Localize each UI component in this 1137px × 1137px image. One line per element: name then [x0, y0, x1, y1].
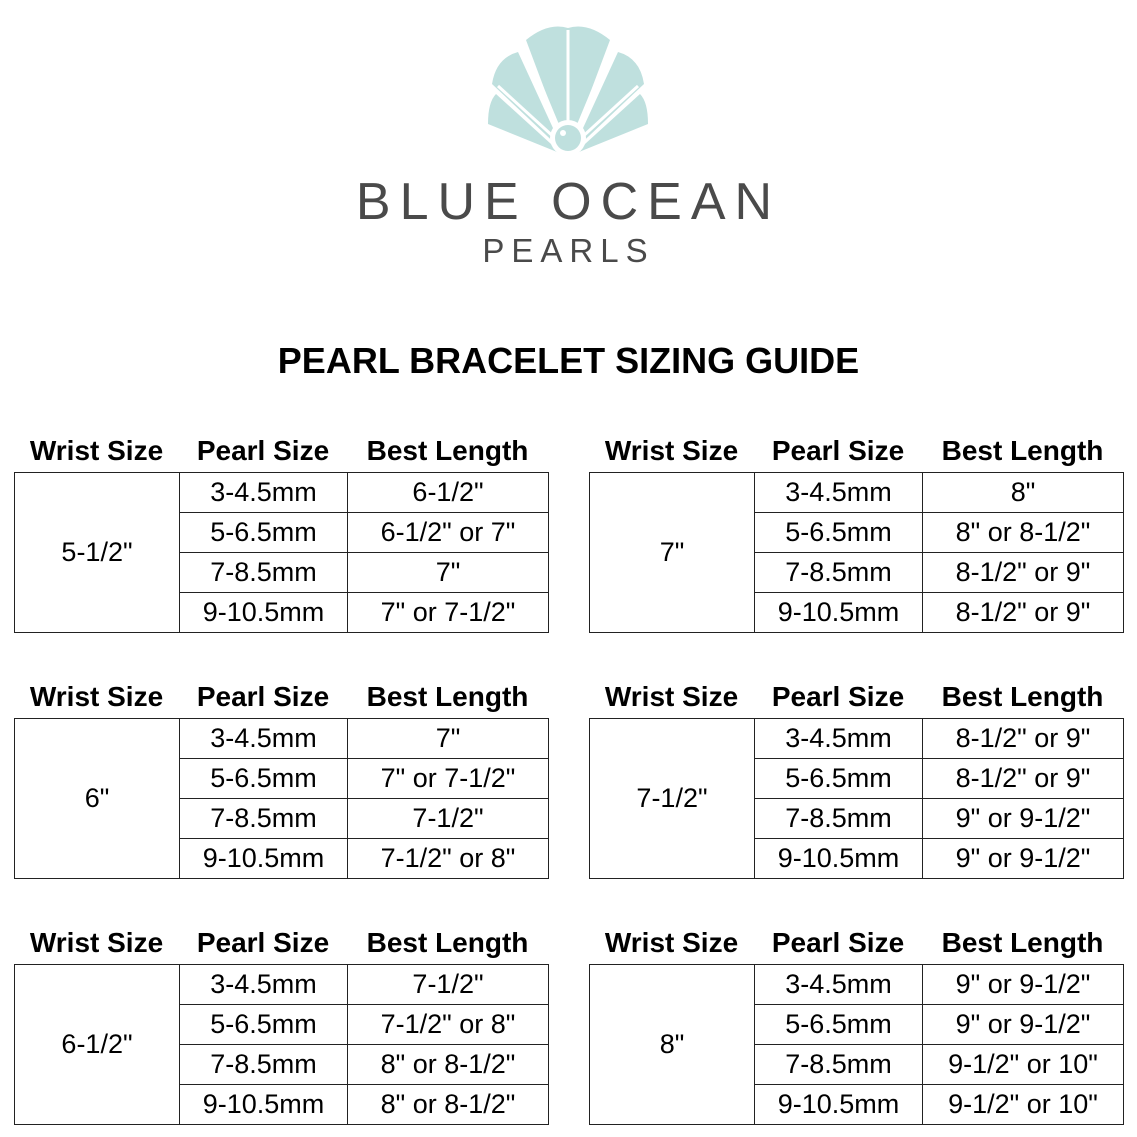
header-best-length: Best Length — [366, 435, 529, 466]
best-length-cell: 8-1/2" or 9" — [923, 553, 1124, 593]
header-pearl-size: Pearl Size — [771, 681, 905, 712]
header-wrist-size: Wrist Size — [604, 435, 739, 466]
best-length-cell: 7" or 7-1/2" — [348, 593, 549, 633]
pearl-size-cell: 9-10.5mm — [755, 593, 923, 633]
pearl-size-cell: 9-10.5mm — [180, 839, 348, 879]
header-wrist-size: Wrist Size — [604, 681, 739, 712]
table-header — [14, 919, 548, 959]
wrist-size-cell: 5-1/2" — [15, 473, 180, 633]
wrist-size-cell: 6" — [15, 719, 180, 879]
wrist-size-cell: 7" — [590, 473, 755, 633]
best-length-cell: 9" or 9-1/2" — [923, 1005, 1124, 1045]
pearl-size-cell: 9-10.5mm — [755, 1085, 923, 1125]
table-row — [15, 719, 549, 759]
pearl-size-cell: 9-10.5mm — [755, 839, 923, 879]
pearl-size-cell: 5-6.5mm — [180, 513, 348, 553]
header-wrist-size: Wrist Size — [29, 681, 164, 712]
pearl-size-cell: 5-6.5mm — [180, 1005, 348, 1045]
wrist-size-cell: 7-1/2" — [590, 719, 755, 879]
best-length-cell: 7" or 7-1/2" — [348, 759, 549, 799]
table-header — [589, 427, 1123, 467]
sizing-table-block — [14, 919, 548, 1125]
best-length-cell: 9-1/2" or 10" — [923, 1045, 1124, 1085]
best-length-cell: 8" or 8-1/2" — [923, 513, 1124, 553]
header-best-length: Best Length — [941, 681, 1104, 712]
sizing-table-block — [589, 673, 1123, 879]
sizing-table — [589, 718, 1124, 879]
shell-pearl-icon — [488, 22, 648, 162]
header-pearl-size: Pearl Size — [196, 927, 330, 958]
best-length-cell: 9" or 9-1/2" — [923, 799, 1124, 839]
header-best-length: Best Length — [366, 681, 529, 712]
header-wrist-size: Wrist Size — [29, 927, 164, 958]
best-length-cell: 8" — [923, 473, 1124, 513]
table-header — [589, 673, 1123, 713]
pearl-size-cell: 5-6.5mm — [180, 759, 348, 799]
best-length-cell: 7-1/2" or 8" — [348, 839, 549, 879]
header-pearl-size: Pearl Size — [771, 435, 905, 466]
header-pearl-size: Pearl Size — [771, 927, 905, 958]
pearl-size-cell: 3-4.5mm — [180, 965, 348, 1005]
best-length-cell: 9-1/2" or 10" — [923, 1085, 1124, 1125]
pearl-size-cell: 3-4.5mm — [755, 965, 923, 1005]
pearl-size-cell: 3-4.5mm — [755, 473, 923, 513]
brand-name: BLUE OCEAN — [355, 173, 782, 231]
pearl-size-cell: 7-8.5mm — [180, 553, 348, 593]
header-best-length: Best Length — [941, 927, 1104, 958]
pearl-size-cell: 7-8.5mm — [755, 1045, 923, 1085]
pearl-size-cell: 5-6.5mm — [755, 759, 923, 799]
pearl-size-cell: 5-6.5mm — [755, 513, 923, 553]
table-row — [590, 965, 1124, 1005]
best-length-cell: 8-1/2" or 9" — [923, 719, 1124, 759]
best-length-cell: 8-1/2" or 9" — [923, 759, 1124, 799]
table-row — [15, 473, 549, 513]
header-pearl-size: Pearl Size — [196, 435, 330, 466]
table-row — [590, 719, 1124, 759]
pearl-size-cell: 7-8.5mm — [180, 1045, 348, 1085]
wrist-size-cell: 8" — [590, 965, 755, 1125]
best-length-cell: 8-1/2" or 9" — [923, 593, 1124, 633]
sizing-table-block — [14, 427, 548, 633]
pearl-size-cell: 5-6.5mm — [755, 1005, 923, 1045]
brand-subname: PEARLS — [482, 232, 655, 269]
wrist-size-cell: 6-1/2" — [15, 965, 180, 1125]
best-length-cell: 7-1/2" — [348, 965, 549, 1005]
pearl-size-cell: 7-8.5mm — [180, 799, 348, 839]
table-header — [14, 427, 548, 467]
best-length-cell: 7-1/2" — [348, 799, 549, 839]
table-row — [15, 965, 549, 1005]
sizing-table — [589, 964, 1124, 1125]
header-wrist-size: Wrist Size — [604, 927, 739, 958]
pearl-size-cell: 7-8.5mm — [755, 553, 923, 593]
sizing-table-block — [589, 427, 1123, 633]
header-best-length: Best Length — [366, 927, 529, 958]
pearl-size-cell: 3-4.5mm — [755, 719, 923, 759]
pearl-size-cell: 3-4.5mm — [180, 719, 348, 759]
sizing-table-block — [589, 919, 1123, 1125]
best-length-cell: 8" or 8-1/2" — [348, 1045, 549, 1085]
table-header — [14, 673, 548, 713]
header-wrist-size: Wrist Size — [29, 435, 164, 466]
header-pearl-size: Pearl Size — [196, 681, 330, 712]
sizing-table — [14, 718, 549, 879]
table-row — [590, 473, 1124, 513]
sizing-table-block — [14, 673, 548, 879]
best-length-cell: 6-1/2" or 7" — [348, 513, 549, 553]
page-title: PEARL BRACELET SIZING GUIDE — [277, 340, 860, 381]
header-best-length: Best Length — [941, 435, 1104, 466]
pearl-size-cell: 9-10.5mm — [180, 1085, 348, 1125]
best-length-cell: 7" — [348, 553, 549, 593]
pearl-size-cell: 9-10.5mm — [180, 593, 348, 633]
sizing-table — [14, 472, 549, 633]
best-length-cell: 6-1/2" — [348, 473, 549, 513]
best-length-cell: 9" or 9-1/2" — [923, 839, 1124, 879]
best-length-cell: 8" or 8-1/2" — [348, 1085, 549, 1125]
table-header — [589, 919, 1123, 959]
best-length-cell: 7-1/2" or 8" — [348, 1005, 549, 1045]
sizing-table — [589, 472, 1124, 633]
pearl-size-cell: 7-8.5mm — [755, 799, 923, 839]
sizing-table — [14, 964, 549, 1125]
pearl-size-cell: 3-4.5mm — [180, 473, 348, 513]
best-length-cell: 9" or 9-1/2" — [923, 965, 1124, 1005]
best-length-cell: 7" — [348, 719, 549, 759]
